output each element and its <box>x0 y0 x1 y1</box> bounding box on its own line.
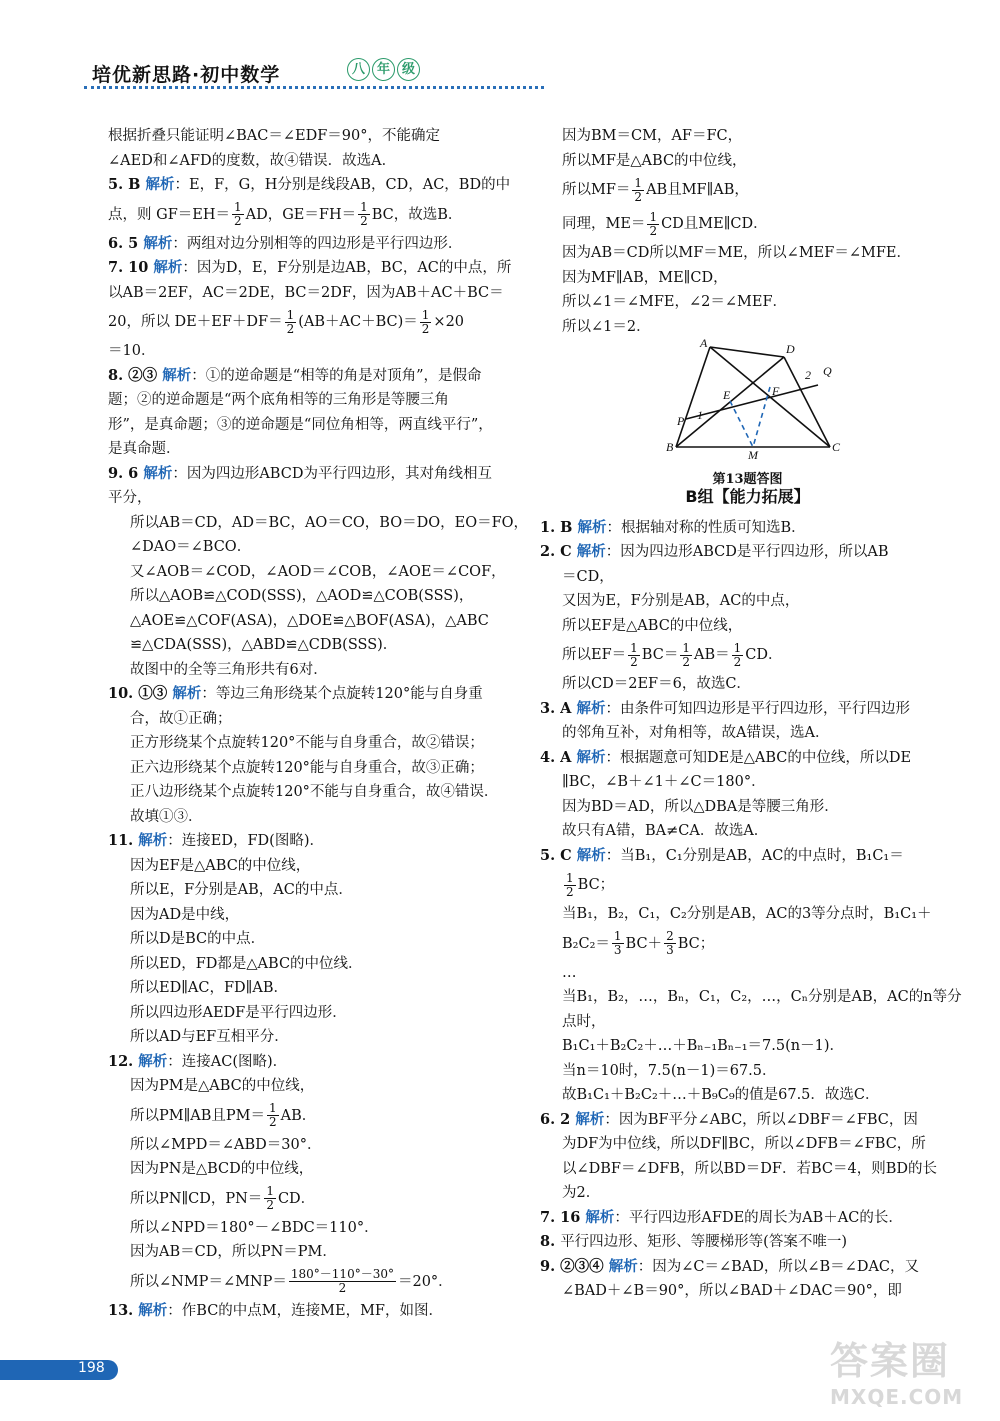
fraction: $\frac{1}{2}$ <box>286 307 295 336</box>
text-run: AD，GE＝FH＝ <box>245 206 357 223</box>
analysis-label: 解析 <box>143 464 173 482</box>
answer-text: 所以ED，FD都是△ABC的中位线． <box>130 955 363 972</box>
text-run: 20，所以 DE＋EF＋DF＝ <box>108 314 283 330</box>
answer-line <box>540 1083 955 1108</box>
question-number: 2. C <box>540 543 577 560</box>
answer-line <box>540 1157 955 1182</box>
answer-text: 所以∠1＝∠MFE，∠2＝∠MEF． <box>562 294 788 310</box>
answer-line <box>108 413 513 438</box>
answer-line <box>540 770 955 795</box>
answer-text: 形”，是真命题；③的逆命题是“同位角相等，两直线平行”， <box>108 416 493 433</box>
answer-line <box>108 535 513 560</box>
answer-text: 因为BD＝AD，所以△DBA是等腰三角形． <box>562 798 839 815</box>
analysis-label: 解析 <box>153 259 183 276</box>
fraction: $\frac{1}{2}$ <box>733 640 742 669</box>
question-number: 5. C <box>540 846 577 864</box>
label-E: E <box>723 388 731 402</box>
answer-text: ：连接ED，FD(图略)． <box>167 833 324 849</box>
answer-line <box>108 198 513 232</box>
analysis-label: 解析 <box>138 1052 168 1070</box>
answer-text: ：因为D，E，F分别是边AB，BC，AC的中点，所 <box>182 260 512 276</box>
answer-line <box>540 173 955 207</box>
question-number: 6. 5 <box>108 234 144 252</box>
answer-text: 所以∠NPD＝180°－∠BDC＝110°． <box>130 1219 379 1236</box>
answer-line <box>108 305 513 339</box>
answer-line <box>108 854 513 879</box>
answer-line <box>540 927 955 961</box>
answer-text: ：当B₁，C₁分别是AB，AC的中点时，B₁C₁＝ <box>605 847 904 864</box>
answer-text: 合，故①正确； <box>130 710 232 727</box>
analysis-label: 解析 <box>576 699 606 717</box>
answer-line <box>540 315 955 340</box>
answer-text: 所以D是BC的中点． <box>130 931 266 947</box>
text-run: B₂C₂＝ <box>562 935 610 952</box>
answer-line <box>108 437 513 462</box>
answer-line <box>540 844 955 869</box>
label-A: A <box>700 339 708 350</box>
answer-line <box>108 486 513 511</box>
fraction: $\frac{1}{2}$ <box>266 1184 274 1212</box>
label-Q: Q <box>823 364 832 378</box>
answer-text: ：因为四边形ABCD为平行四边形，其对角线相互 <box>172 465 492 482</box>
fraction: $\frac{2}{3}$ <box>666 929 674 957</box>
text-run: 同理，ME＝ <box>562 216 646 232</box>
answer-line <box>108 173 513 198</box>
answer-line <box>108 1216 513 1241</box>
answer-line <box>540 1181 955 1206</box>
answer-line <box>108 633 513 658</box>
answer-line <box>108 256 513 281</box>
page-header <box>72 58 512 98</box>
answer-line <box>540 985 962 1010</box>
answer-text: ∠BAD＋∠B＝90°，所以∠BAD＋∠DAC＝90°，即 <box>562 1283 902 1299</box>
answer-line <box>108 903 513 928</box>
answer-text: 当B₁，B₂，…，Bₙ，C₁，C₂，…，Cₙ分别是AB，AC的n等分 <box>562 989 962 1005</box>
answer-line <box>540 1034 955 1059</box>
answer-text: 是真命题． <box>108 441 181 457</box>
answer-text: 因为AB＝CD所以MF＝ME，所以∠MEF＝∠MFE． <box>562 245 911 261</box>
figure-caption: 第13题答图 <box>712 471 783 487</box>
answer-line <box>108 1157 513 1182</box>
answer-line <box>108 756 513 781</box>
analysis-label: 解析 <box>162 366 192 384</box>
analysis-label: 解析 <box>138 832 168 849</box>
question-number: 12. <box>108 1052 139 1070</box>
answer-line <box>540 1206 955 1231</box>
answer-text: ≌△CDA(SSS)，△ABD≌△CDB(SSS)． <box>130 637 398 653</box>
question-number: 7. 10 <box>108 259 154 276</box>
answer-line <box>540 1279 955 1304</box>
answer-line <box>108 1001 513 1026</box>
watermark-url: MXQE.COM <box>830 1385 964 1409</box>
fraction: $\frac{1}{2}$ <box>682 640 690 669</box>
answer-line <box>108 1182 513 1216</box>
answer-line <box>108 829 513 854</box>
text-run: 所以∠NMP＝∠MNP＝ <box>130 1273 287 1290</box>
answer-text: ∠AED和∠AFD的度数，故④错误．故选A． <box>108 152 397 169</box>
answer-line <box>108 584 513 609</box>
label-D: D <box>786 342 795 356</box>
answer-line <box>540 819 955 844</box>
answer-text: 故只有A错，BA≠CA．故选A． <box>562 823 769 839</box>
question-number: 8. ②③ <box>108 366 163 384</box>
answer-text: 所以∠1＝2． <box>562 318 651 335</box>
grade-badge <box>347 58 420 81</box>
answer-text: 因为AD是中线， <box>130 906 240 923</box>
answer-text: 因为EF是△ABC的中位线， <box>130 857 311 874</box>
answer-line <box>540 1230 955 1255</box>
text-run: CD且ME∥CD． <box>661 216 768 232</box>
text-run: CD． <box>277 1190 316 1207</box>
fraction: $\frac{1}{2}$ <box>634 175 643 204</box>
grade-char: 年 <box>372 58 395 81</box>
answer-text: ∠DAO＝∠BCO． <box>130 539 252 555</box>
answer-text: ：平行四边形AFDE的周长为AB＋AC的长． <box>614 1209 903 1226</box>
answer-line <box>108 780 513 805</box>
answer-text: 正方形绕某个点旋转120°不能与自身重合，故②错误； <box>130 735 484 751</box>
text-run: BC，故选B． <box>371 206 463 223</box>
answer-text: ：根据题意可知DE是△ABC的中位线，所以DE <box>605 749 912 766</box>
answer-line <box>540 1108 955 1133</box>
answer-line <box>540 672 955 697</box>
answer-text: 所以四边形AEDF是平行四边形． <box>130 1004 347 1021</box>
question-number: 4. A <box>540 748 577 766</box>
answer-text: ：因为∠C＝∠BAD，所以∠B＝∠DAC，又 <box>637 1258 920 1275</box>
text-run: BC＋ <box>625 935 663 952</box>
text-run: AB＝ <box>693 647 730 663</box>
question-number: 7. 16 <box>540 1208 586 1226</box>
section-title: B组【能力拓展】 <box>685 487 810 506</box>
fraction: $\frac{1}{2}$ <box>649 209 658 238</box>
answer-line <box>108 609 513 634</box>
question-number: 13. <box>108 1301 139 1319</box>
left-column <box>108 124 529 1323</box>
label-1: 1 <box>697 408 703 422</box>
answer-line <box>108 149 513 174</box>
header-divider <box>84 86 544 89</box>
text-run: BC； <box>577 877 615 893</box>
answer-text: 又∠AOB＝∠COD，∠AOD＝∠COB，∠AOE＝∠COF， <box>130 563 506 580</box>
answer-text: 又因为E，F分别是AB，AC的中点， <box>562 593 800 609</box>
answer-line <box>108 952 513 977</box>
answer-text: ：作BC的中点M，连接ME，MF，如图． <box>167 1302 443 1319</box>
answer-text: 平行四边形、矩形、等腰梯形等(答案不唯一) <box>560 1234 847 1250</box>
question-number: 1. B <box>540 518 578 536</box>
answer-text: ：等边三角形绕某个点旋转120°能与自身重 <box>201 686 483 702</box>
answer-text: 因为MF∥AB，ME∥CD， <box>562 269 728 286</box>
answer-text: 所以MF是△ABC的中位线， <box>562 152 747 169</box>
answer-text: 所以△AOB≌△COD(SSS)，△AOD≌△COB(SSS)， <box>130 588 474 604</box>
question-number: 5. B <box>108 176 146 193</box>
text-run: AB且MF∥AB， <box>646 182 749 198</box>
label-M: M <box>748 448 758 459</box>
answer-line <box>540 868 955 902</box>
answer-text: 故图中的全等三角形共有6对． <box>130 661 328 678</box>
watermark-logo: 答案圈 <box>830 1339 951 1383</box>
answer-line <box>108 364 513 389</box>
analysis-label: 解析 <box>576 846 606 864</box>
answer-line <box>540 1010 955 1035</box>
answer-text: 当B₁，B₂，C₁，C₂分别是AB，AC的3等分点时，B₁C₁＋ <box>562 906 932 922</box>
text-run: (AB＋AC＋BC)＝ <box>298 314 418 330</box>
answer-line <box>108 927 513 952</box>
answer-text: △AOE≌△COF(ASA)，△DOE≌△BOF(ASA)，△ABC <box>130 612 489 629</box>
answer-text: 点时， <box>562 1013 606 1030</box>
answer-line <box>540 241 955 266</box>
question-number: 9. ②③④ <box>540 1257 609 1275</box>
answer-text: ：两组对边分别相等的四边形是平行四边形． <box>172 235 463 252</box>
answer-line <box>108 1240 513 1265</box>
answer-text: 所以∠MPD＝∠ABD＝30°． <box>130 1136 322 1153</box>
group-b-answers <box>540 516 962 1304</box>
answer-text: ：①的逆命题是“相等的角是对顶角”，是假命 <box>191 367 482 384</box>
q13-figure <box>540 339 955 487</box>
answer-text: B₁C₁＋B₂C₂＋…＋Bₙ₋₁Bₙ₋₁＝7.5(n－1)． <box>562 1038 844 1054</box>
answer-line <box>108 462 513 487</box>
answer-line <box>540 540 955 565</box>
fraction: $\frac{1}{3}$ <box>613 929 622 957</box>
answer-text: 正六边形绕某个点旋转120°能与自身重合，故③正确； <box>130 759 484 776</box>
answer-text: ：E，F，G，H分别是线段AB，CD，AC，BD的中 <box>174 177 511 193</box>
answer-text: 所以ED∥AC，FD∥AB． <box>130 980 288 996</box>
answer-text: 所以AB＝CD，AD＝BC，AO＝CO，BO＝DO，EO＝FO， <box>130 514 529 531</box>
fraction: $\frac{180^\circ-110^\circ-30^\circ}{2}$ <box>290 1267 394 1295</box>
answer-line <box>540 266 955 291</box>
answer-line <box>108 339 513 364</box>
analysis-label: 解析 <box>576 543 606 560</box>
answer-line <box>108 388 513 413</box>
answer-text: 的邻角互补，对角相等，故A错误，选A． <box>562 725 830 741</box>
answer-line <box>540 721 955 746</box>
label-2: 2 <box>805 368 811 382</box>
fraction: $\frac{1}{2}$ <box>269 1101 277 1129</box>
answer-line <box>540 290 955 315</box>
answer-line <box>540 207 955 241</box>
analysis-label: 解析 <box>145 176 175 193</box>
page-number: 198 <box>78 1360 105 1376</box>
answer-text: 为DF为中位线，所以DF∥BC，所以∠DFB＝∠FBC，所 <box>562 1136 926 1152</box>
answer-line <box>540 589 955 614</box>
text-run: AB． <box>280 1107 317 1124</box>
text-run: 所以EF＝ <box>562 647 627 663</box>
question-number: 3. A <box>540 699 577 717</box>
label-P: P <box>677 414 685 428</box>
answer-line <box>540 149 955 174</box>
answer-text: 因为PM是△ABC的中位线， <box>130 1078 315 1094</box>
answer-line <box>108 511 529 536</box>
text-run: ＝20°． <box>397 1273 453 1290</box>
answer-line <box>540 565 955 590</box>
answer-line <box>108 1025 513 1050</box>
answer-line <box>540 1059 955 1084</box>
answer-line <box>540 1255 955 1280</box>
answer-line <box>540 746 955 771</box>
answer-text: ：因为四边形ABCD是平行四边形，所以AB <box>605 544 889 560</box>
analysis-label: 解析 <box>585 1208 615 1226</box>
geometry-diagram <box>540 339 955 459</box>
answer-text: 所以CD＝2EF＝6，故选C． <box>562 676 751 692</box>
answer-line <box>108 1099 513 1133</box>
analysis-label: 解析 <box>143 234 173 252</box>
answer-line <box>540 638 955 672</box>
text-run: 所以PM∥AB且PM＝ <box>130 1107 266 1124</box>
answer-text: 以AB＝2EF，AC＝2DE，BC＝2DF，因为AB＋AC＋BC＝ <box>108 284 504 301</box>
watermark <box>830 1330 995 1415</box>
answer-text: ∥BC，∠B＋∠1＋∠C＝180°． <box>562 774 766 790</box>
answer-text: 当n＝10时，7.5(n－1)＝67.5． <box>562 1062 777 1079</box>
answer-line <box>108 976 513 1001</box>
analysis-label: 解析 <box>577 518 607 536</box>
analysis-label: 解析 <box>172 685 202 702</box>
analysis-label: 解析 <box>138 1301 168 1319</box>
answer-text: ＝10． <box>108 343 156 359</box>
text-run: 所以PN∥CD，PN＝ <box>130 1190 263 1207</box>
text-run: 所以MF＝ <box>562 182 631 198</box>
answer-text: 平分， <box>108 490 152 506</box>
fraction: $\frac{1}{2}$ <box>360 200 368 228</box>
answer-line <box>108 1074 513 1099</box>
book-title: 培优新思路·初中数学 <box>92 64 281 86</box>
fraction: $\frac{1}{2}$ <box>421 307 430 336</box>
answer-text: 所以E，F分别是AB，AC的中点． <box>130 882 353 898</box>
question-number: 8. <box>540 1233 561 1250</box>
grade-char: 八 <box>347 58 370 81</box>
right-column <box>540 124 962 1304</box>
answer-text: 所以EF是△ABC的中位线， <box>562 617 743 634</box>
answer-text: 因为BM＝CM，AF＝FC， <box>562 128 743 144</box>
answer-line <box>108 731 513 756</box>
answer-line <box>108 1265 513 1299</box>
text-run: ×20 <box>433 314 465 330</box>
answer-line <box>540 614 955 639</box>
text-run: BC＝ <box>641 647 679 663</box>
label-C: C <box>832 440 841 454</box>
answer-text: 因为PN是△BCD的中位线， <box>130 1161 314 1177</box>
answer-line <box>108 682 513 707</box>
answer-line <box>108 1133 513 1158</box>
label-B: B <box>666 440 674 454</box>
text-run: CD． <box>745 647 783 663</box>
label-F: F <box>772 384 780 398</box>
analysis-label: 解析 <box>575 1110 605 1128</box>
answer-line <box>540 961 955 986</box>
answer-line <box>540 697 955 722</box>
answer-text: ：根据轴对称的性质可知选B． <box>606 519 806 536</box>
answer-text: ：由条件可知四边形是平行四边形，平行四边形 <box>605 700 910 717</box>
answer-text: 正八边形绕某个点旋转120°不能与自身重合，故④错误． <box>130 784 499 800</box>
text-run: 点，则 GF＝EH＝ <box>108 206 230 223</box>
answer-line <box>540 516 955 541</box>
answer-text: … <box>562 964 577 981</box>
answer-line <box>540 1132 955 1157</box>
grade-char: 级 <box>397 58 420 81</box>
answer-line <box>108 707 513 732</box>
answer-text: ：因为BF平分∠ABC，所以∠DBF＝∠FBC，因 <box>604 1111 918 1128</box>
answer-line <box>108 1299 513 1324</box>
answer-text: 故B₁C₁＋B₂C₂＋…＋B₉C₉的值是67.5．故选C． <box>562 1087 880 1103</box>
answer-line <box>108 124 513 149</box>
answer-line <box>108 281 513 306</box>
question-number: 11. <box>108 832 139 849</box>
text-run: BC； <box>677 935 715 952</box>
answer-text: 根据折叠只能证明∠BAC＝∠EDF＝90°，不能确定 <box>108 128 440 144</box>
answer-line <box>108 878 513 903</box>
fraction: $\frac{1}{2}$ <box>566 870 574 899</box>
answer-line <box>540 795 955 820</box>
analysis-label: 解析 <box>608 1257 638 1275</box>
answer-text: 为2． <box>562 1185 601 1201</box>
answer-text: 题；②的逆命题是“两个底角相等的三角形是等腰三角 <box>108 392 449 408</box>
question-number: 9. 6 <box>108 464 144 482</box>
question-number: 6. 2 <box>540 1110 576 1128</box>
answer-line <box>540 124 955 149</box>
answer-text: 以∠DBF＝∠DFB，所以BD＝DF．若BC＝4，则BD的长 <box>562 1160 937 1177</box>
fraction: $\frac{1}{2}$ <box>233 200 242 228</box>
answer-line <box>540 902 955 927</box>
answer-text: ：连接AC(图略)． <box>167 1053 288 1070</box>
analysis-label: 解析 <box>576 748 606 766</box>
answer-line <box>108 560 513 585</box>
answer-line <box>108 805 513 830</box>
answer-line <box>108 658 513 683</box>
answer-text: ＝CD， <box>562 568 614 585</box>
q13-solution <box>540 124 955 339</box>
answer-text: 故填①③． <box>130 808 203 825</box>
answer-text: 所以AD与EF互相平分． <box>130 1029 289 1045</box>
answer-line <box>108 1050 513 1075</box>
fraction: $\frac{1}{2}$ <box>630 640 638 669</box>
question-number: 10. ①③ <box>108 685 173 702</box>
answer-text: 因为AB＝CD，所以PN＝PM． <box>130 1244 337 1260</box>
answer-line <box>108 232 513 257</box>
